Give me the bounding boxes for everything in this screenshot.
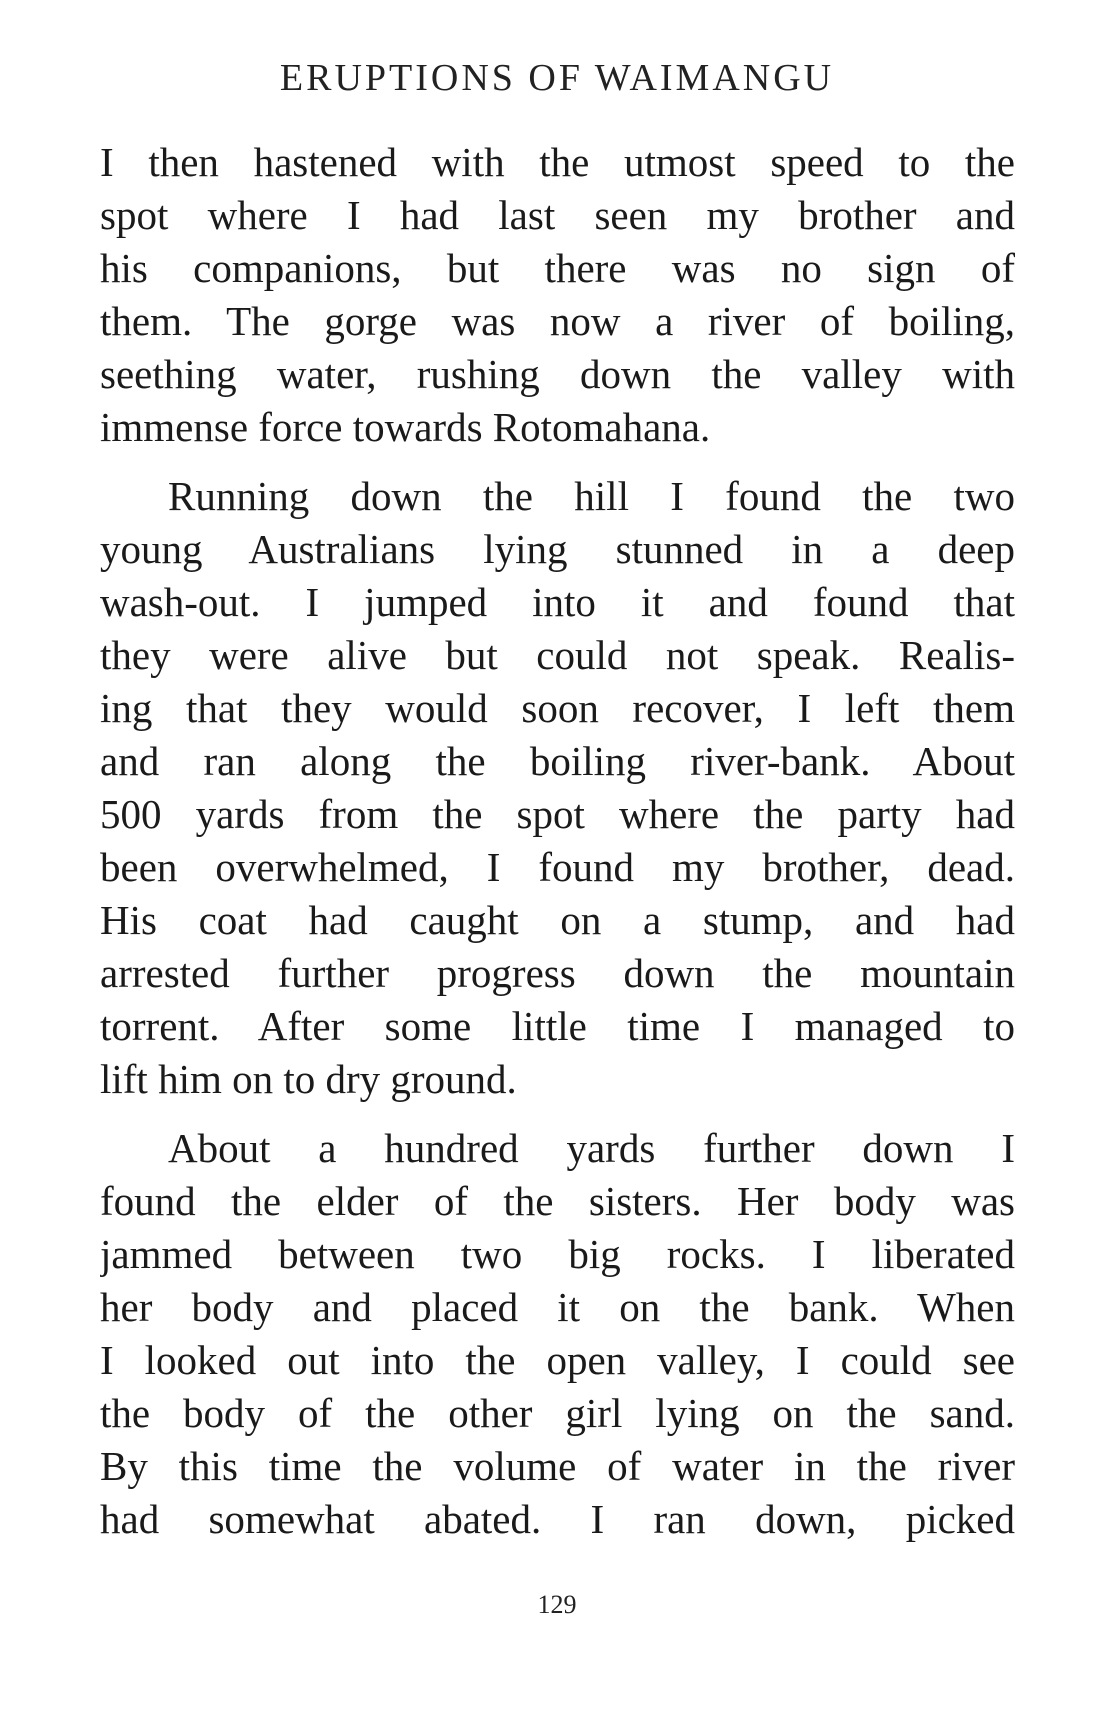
body-text bbox=[100, 136, 1015, 1546]
text-line: jammed between two big rocks. I liberated bbox=[100, 1231, 1015, 1277]
text-line: the body of the other girl lying on the sand. bbox=[100, 1390, 1015, 1436]
text-line: torrent. After some little time I managed to bbox=[100, 1003, 1015, 1049]
text-line: been overwhelmed, I found my brother, dead. bbox=[100, 844, 1015, 890]
text-line: About a hundred yards further down I bbox=[168, 1125, 1015, 1171]
text-line: spot where I had last seen my brother and bbox=[100, 192, 1015, 238]
paragraph-spacer bbox=[100, 454, 1015, 470]
text-line: I then hastened with the utmost speed to the bbox=[100, 139, 1015, 185]
text-line: her body and placed it on the bank. When bbox=[100, 1284, 1015, 1330]
text-line: seething water, rushing down the valley with bbox=[100, 351, 1015, 397]
paragraph-1 bbox=[100, 136, 1015, 454]
text-line: had somewhat abated. I ran down, picked bbox=[100, 1496, 1015, 1542]
text-line: ing that they would soon recover, I left them bbox=[100, 685, 1015, 731]
page-number: 129 bbox=[537, 1590, 577, 1619]
text-line: lift him on to dry ground. bbox=[100, 1056, 517, 1102]
text-line: found the elder of the sisters. Her body was bbox=[100, 1178, 1015, 1224]
text-line: wash-out. I jumped into it and found that bbox=[100, 579, 1015, 625]
text-line: and ran along the boiling river-bank. About bbox=[100, 738, 1015, 784]
text-line: By this time the volume of water in the river bbox=[100, 1443, 1015, 1489]
text-line: his companions, but there was no sign of bbox=[100, 245, 1015, 291]
running-head: ERUPTIONS OF WAIMANGU bbox=[279, 57, 835, 99]
paragraph-spacer bbox=[100, 1106, 1015, 1122]
text-line: arrested further progress down the mountain bbox=[100, 950, 1015, 996]
text-line: I looked out into the open valley, I could see bbox=[100, 1337, 1015, 1383]
text-line: Running down the hill I found the two bbox=[168, 473, 1015, 519]
paragraph-2 bbox=[100, 470, 1015, 1106]
text-line: His coat had caught on a stump, and had bbox=[100, 897, 1015, 943]
text-line: they were alive but could not speak. Realis- bbox=[100, 632, 1015, 678]
text-line: 500 yards from the spot where the party had bbox=[100, 791, 1015, 837]
text-line: young Australians lying stunned in a deep bbox=[100, 526, 1015, 572]
text-line: immense force towards Rotomahana. bbox=[100, 404, 711, 450]
paragraph-3 bbox=[100, 1122, 1015, 1546]
text-line: them. The gorge was now a river of boiling, bbox=[100, 298, 1015, 344]
